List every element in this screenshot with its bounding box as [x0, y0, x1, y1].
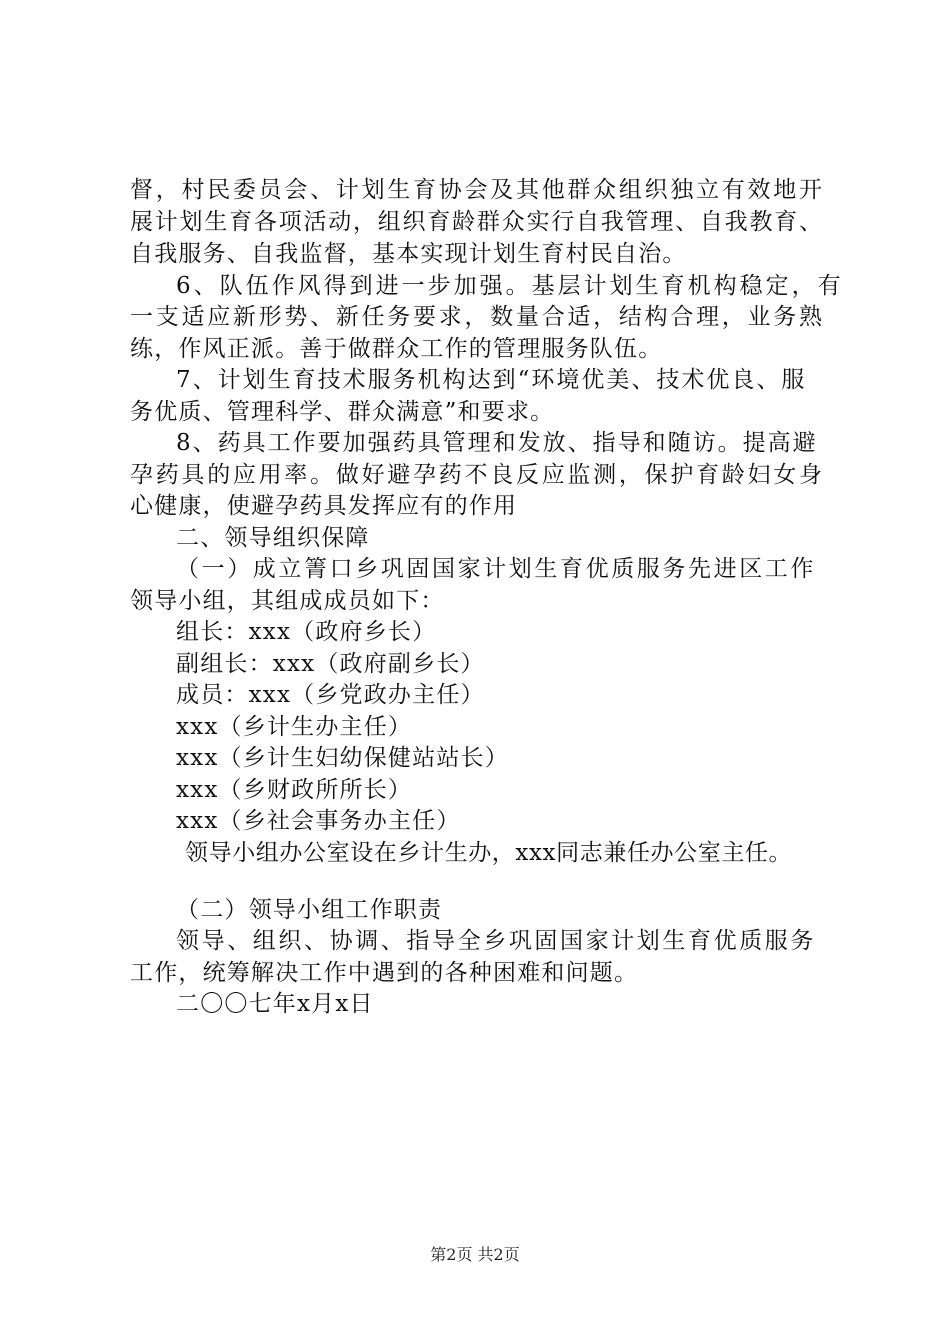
office-note: 领导小组办公室设在乡计生办，xxx同志兼任办公室主任。 — [185, 840, 793, 866]
paragraph-7-line-1: 7、计划生育技术服务机构达到“环境优美、技术优良、服 — [176, 367, 807, 393]
member-5: xxx（乡社会事务办主任） — [176, 808, 461, 834]
section-2-title: 二、领导组织保障 — [176, 525, 370, 551]
paragraph-1-line-3: 自我服务、自我监督，基本实现计划生育村民自治。 — [130, 241, 687, 267]
paragraph-6-line-3: 练，作风正派。善于做群众工作的管理服务队伍。 — [130, 336, 663, 362]
member-2: xxx（乡计生办主任） — [176, 714, 413, 740]
page-number-footer: 第2页 共2页 — [430, 1245, 520, 1264]
paragraph-8-line-2: 孕药具的应用率。做好避孕药不良反应监测，保护育龄妇女身 — [130, 462, 822, 488]
subsection-2-title: （二）领导小组工作职责 — [176, 897, 443, 923]
member-leader: 组长：xxx（政府乡长） — [176, 619, 437, 645]
member-4: xxx（乡财政所所长） — [176, 777, 413, 803]
paragraph-1-line-1: 督，村民委员会、计划生育协会及其他群众组织独立有效地开 — [130, 177, 822, 203]
subsection-1-line-1: （一）成立箐口乡巩固国家计划生育优质服务先进区工作 — [176, 556, 816, 582]
member-3: xxx（乡计生妇幼保健站站长） — [176, 745, 509, 771]
subsection-1-line-2: 领导小组，其组成成员如下： — [130, 588, 445, 614]
member-deputy-leader: 副组长：xxx（政府副乡长） — [176, 651, 485, 677]
duties-line-1: 领导、组织、协调、指导全乡巩固国家计划生育优质服务 — [176, 928, 816, 954]
member-1: 成员：xxx（乡党政办主任） — [176, 682, 485, 708]
paragraph-6-line-1: 6、队伍作风得到进一步加强。基层计划生育机构稳定，有 — [176, 273, 844, 299]
paragraph-7-line-2: 务优质、管理科学、群众满意”和要求。 — [130, 399, 555, 425]
paragraph-6-line-2: 一支适应新形势、新任务要求，数量合适，结构合理，业务熟 — [130, 304, 822, 330]
document-date: 二〇〇七年x月x日 — [176, 991, 374, 1017]
duties-line-2: 工作，统筹解决工作中遇到的各种困难和问题。 — [130, 960, 639, 986]
paragraph-8-line-3: 心健康，使避孕药具发挥应有的作用 — [130, 493, 518, 519]
paragraph-1-line-2: 展计划生育各项活动，组织育龄群众实行自我管理、自我教育、 — [130, 209, 822, 235]
paragraph-8-line-1: 8、药具工作要加强药具管理和发放、指导和随访。提高避 — [176, 430, 818, 456]
